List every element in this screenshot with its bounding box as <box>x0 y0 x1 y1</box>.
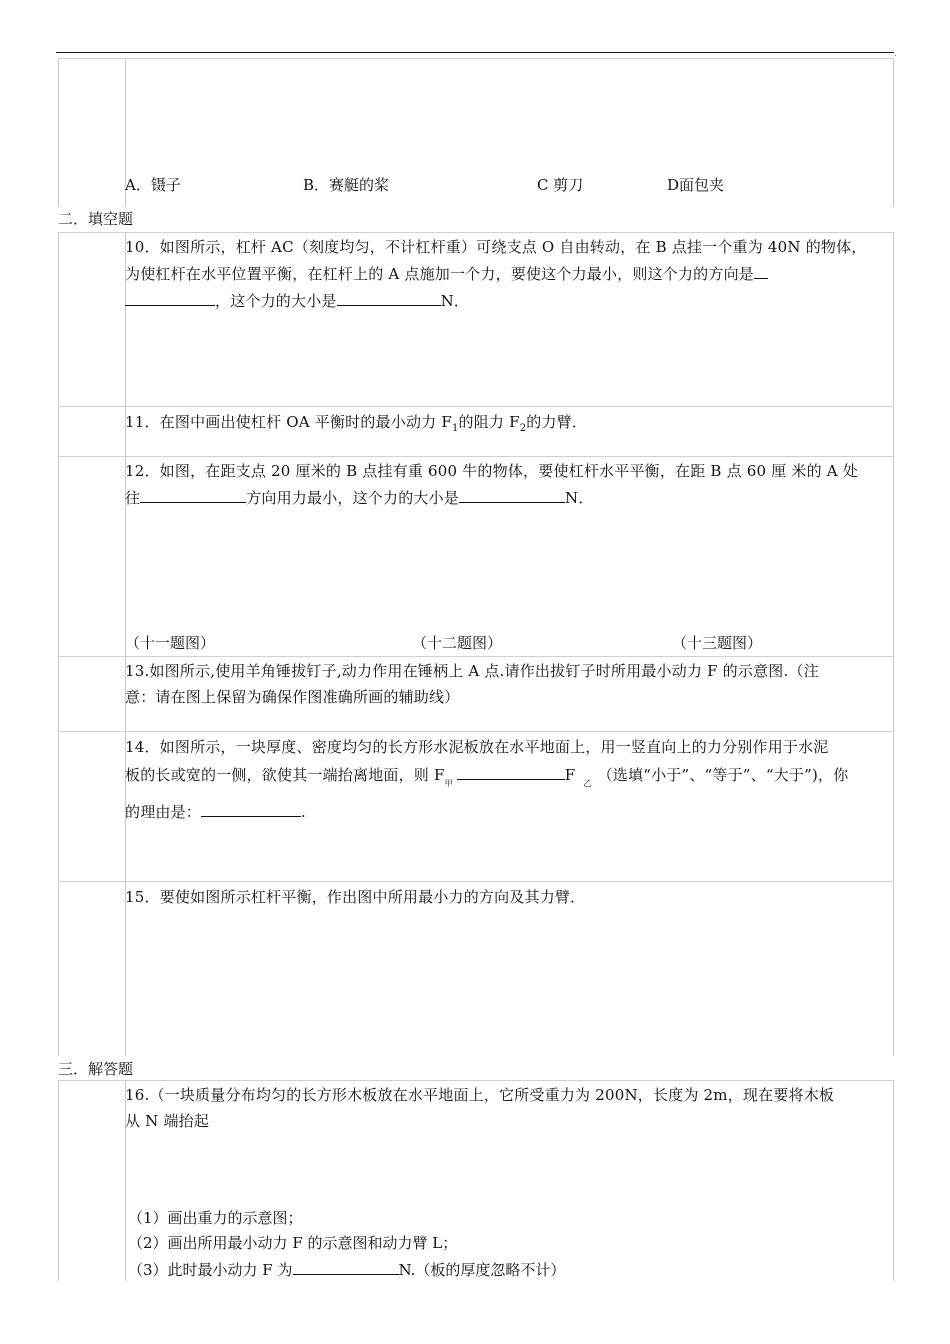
q13-line1: 13.如图所示,使用羊角锤拔钉子,动力作用在锤柄上 A 点.请作出拔钉子时所用最小动力 F 的示意图.（注 <box>125 662 819 680</box>
q9-option-a: A．镊子 <box>125 176 181 194</box>
q12-blank-magnitude[interactable] <box>459 484 565 503</box>
q16-blank-force[interactable] <box>293 1256 399 1275</box>
q10-line1: 10．如图所示，杠杆 AC（刻度均匀，不计杠杆重）可绕支点 O 自由转动，在 B 点挂一个重为 40N 的物体， <box>125 238 867 256</box>
q15-text: 15．要使如图所示杠杆平衡，作出图中所用最小力的方向及其力臂． <box>125 888 586 906</box>
q10-line2: 为使杠杆在水平位置平衡，在杠杆上的 A 点施加一个力，要使这个力最小，则这个力的方向是 <box>125 260 893 287</box>
q14-line3: 的理由是： . <box>125 798 893 826</box>
q13-text <box>125 658 893 710</box>
figure-caption-13: （十三题图） <box>672 634 763 652</box>
q9-row <box>58 58 894 207</box>
section-heading-fill-in: 二．填空题 <box>58 210 134 228</box>
q16-sub1: （1）画出重力的示意图； <box>128 1209 303 1227</box>
q13-line2: 意：请在图上保留为确保作图准确所画的辅助线） <box>125 688 460 706</box>
q10-blank-magnitude[interactable] <box>337 287 441 306</box>
q12-text <box>125 458 893 511</box>
q10-text <box>125 234 893 314</box>
q14-blank-compare[interactable] <box>457 761 565 780</box>
q12-line1: 12．如图，在距支点 20 厘米的 B 点挂有重 600 牛的物体，要使杠杆水平平衡，在距 B 点 60 厘 米的 A 处 <box>125 462 858 480</box>
figure-caption-12: （十二题图） <box>412 634 503 652</box>
figure-caption-11: （十一题图） <box>125 634 216 652</box>
q9-option-c: C 剪刀 <box>537 176 584 194</box>
header-rule <box>56 52 894 53</box>
q16-text <box>125 1082 893 1134</box>
q9-option-b: B．赛艇的桨 <box>303 176 390 194</box>
q14-text <box>125 733 893 826</box>
header-dot: . <box>894 49 897 58</box>
q16-sub3: （3）此时最小动力 F 为 N.（板的厚度忽略不计） <box>128 1256 565 1280</box>
q16-line2: 从 N 端抬起 <box>125 1112 210 1130</box>
q12-blank-direction[interactable] <box>140 484 246 503</box>
q14-line2: 板的长或宽的一侧，欲使其一端抬离地面，则 $F_甲$ F $_乙$ （选填“小于”、“等于”、“大于”)，你 <box>125 761 893 798</box>
q11-text: 11．在图中画出使杠杆 OA 平衡时的最小动力 $F_1$的阻力 $F_2$的力臂． <box>125 413 588 434</box>
q16-sub2: （2）画出所用最小动力 F 的示意图和动力臂 L； <box>128 1234 458 1252</box>
q12-line2: 往 方向用力最小，这个力的大小是 N． <box>125 484 893 511</box>
q10-blank-direction-a[interactable] <box>754 260 768 279</box>
q9-option-d: D面包夹 <box>667 176 725 194</box>
q14-blank-reason[interactable] <box>201 798 301 817</box>
q10-blank-direction-b[interactable] <box>125 287 215 306</box>
section-heading-answer: 三．解答题 <box>58 1060 134 1078</box>
q14-line1: 14．如图所示，一块厚度、密度均匀的长方形水泥板放在水平地面上，用一竖直向上的力分别作用于水泥 <box>125 738 829 756</box>
q16-line1: 16.（一块质量分布均匀的长方形木板放在水平地面上，它所受重力为 200N，长度为 2m，现在要将木板 <box>125 1086 835 1104</box>
q10-line3: ，这个力的大小是 N． <box>125 287 893 314</box>
